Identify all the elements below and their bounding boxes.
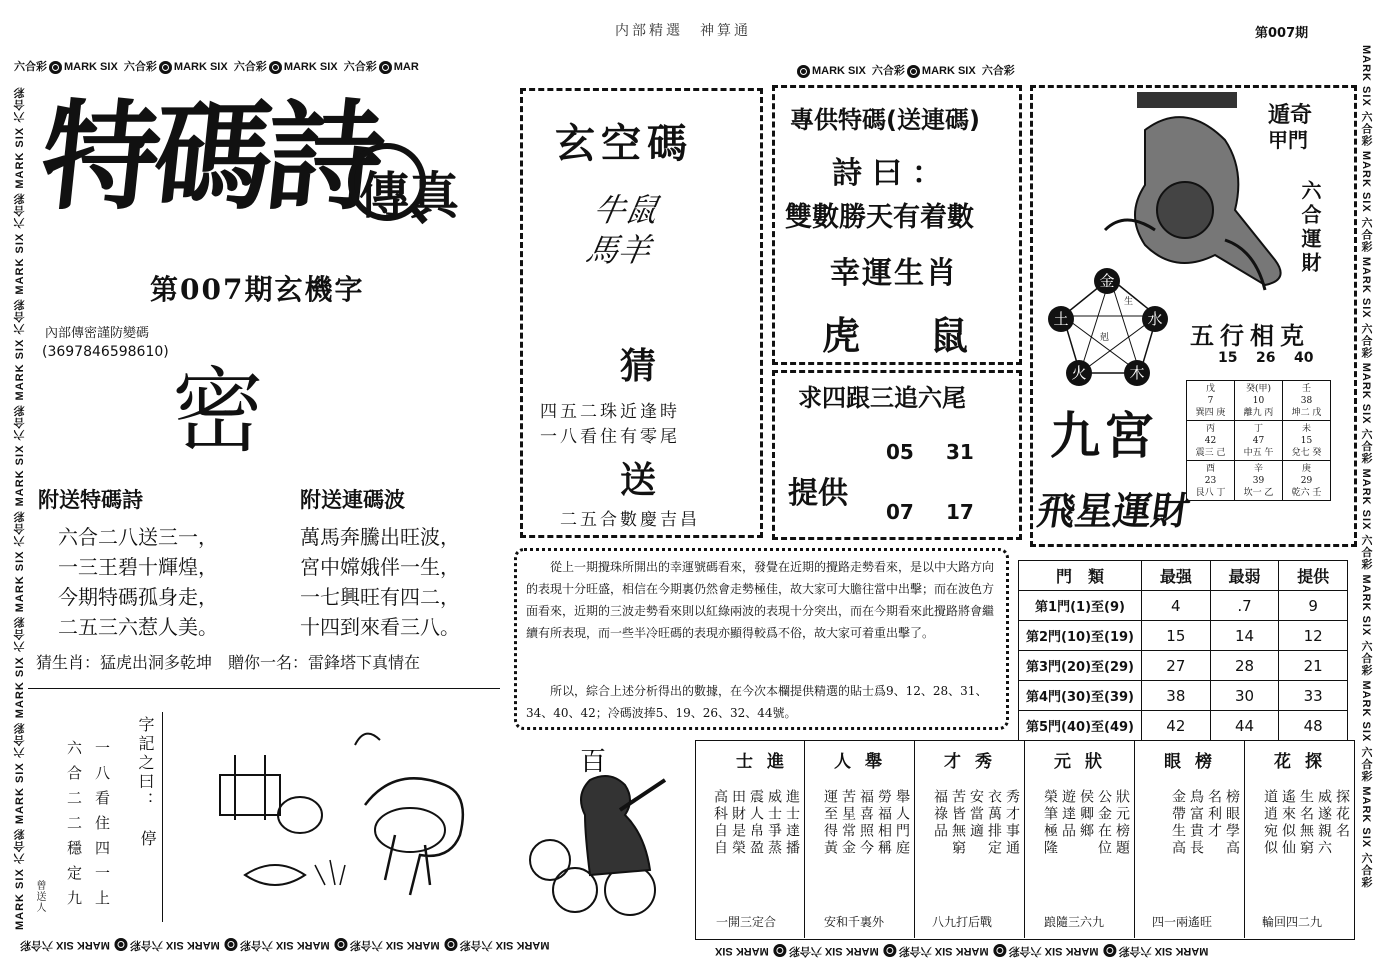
flower-icon [884,944,897,957]
top-center-header: 内部精選 神算通 [615,23,751,39]
guess-line: 猜生肖：猛虎出洞多乾坤 贈你一名：雷鋒塔下真情在 [36,653,421,672]
secret-code: (3697846598610) [42,344,169,360]
scholar-col: 威遂親六 [1316,789,1332,857]
table-cell: 14 [1210,621,1279,651]
wave-line: 萬馬奔騰出旺波， [300,525,460,549]
five-number: 26 [1256,350,1276,366]
left-vertical-strip: MARK SIX 六合彩 MARK SIX 六合彩 MARK SIX 六合彩 MARK SIX 六合彩 MARK SIX 六合彩 MARK SIX 六合彩 MARK SIX 六合彩 MARK SIX 六合彩 [14,86,26,930]
wave-line: 宮中嫦娥伴一生， [300,555,460,579]
table-cell: 第2門(10)至(19) [1019,621,1142,651]
scholar-title: 人舉 [834,752,896,772]
element-node: 水 [1142,306,1168,332]
scholar-panel [696,741,805,938]
table-header: 最强 [1142,561,1211,591]
table-cell: 第4門(30)至(39) [1019,681,1142,711]
scholar-col: 進士達播 [784,789,800,857]
scholar-panel [1246,741,1354,938]
scholar-col: 狀元榜題 [1114,789,1130,857]
luck-title: 幸運生肖 [830,256,958,291]
scholar-col: 秀才事通 [1004,789,1020,857]
issue-line: 第007期玄機字 [150,273,365,306]
scholar-footer: 安和千裏外 [824,915,885,929]
title-badge: 傳真 [345,140,475,225]
palace-cell: 庚 29 乾六 壬 [1283,461,1331,501]
flower-icon [335,938,348,951]
table-cell: 33 [1279,681,1348,711]
scholar-col: 公金在位 [1096,789,1112,857]
wave-line: 一七興旺有四二， [300,585,460,609]
number: 05 [886,440,914,464]
table-cell: 12 [1279,621,1348,651]
analysis-para-1: 從上一期攪珠所開出的幸運號碼看來，發覺在近期的攪路走勢看來，是以中大路方向的表現十分旺盛，相信在今期裏仍然會走勢極佳，故大家可大膽往當中出擊；而在波色方面看來，近期的三波走勢看來則以紅綠兩波的表現十分突出，而在今期看來此攪路將會繼續有所表現，而一些半冷旺碼的表現亦顯得較爲不俗，故大家可着重出擊了。 [526,560,995,640]
table-row [1019,591,1348,621]
element-node: 土 [1048,306,1074,332]
table-row [1019,621,1348,651]
liuhe-vertical: 六合運財 [1298,180,1322,276]
palace-cell: 戊 7 巽四 庚 [1187,381,1235,421]
table-cell: 第5門(40)至(49) [1019,711,1142,741]
scholar-col: 運至得黃 [822,789,838,857]
number: 31 [946,440,974,464]
flower-icon [159,61,172,74]
deity-illustration [520,740,690,930]
table-header: 門 類 [1019,561,1142,591]
send-line: 二五合數慶吉昌 [560,510,700,530]
scholar-col: 生名無窮 [1298,789,1314,857]
provide-label: 提供 [788,476,848,511]
palace-cell: 酉 23 艮八 丁 [1187,461,1235,501]
table-header: 提供 [1279,561,1348,591]
guess-line-1: 四五二珠近逢時 [540,402,680,422]
scholar-footer: 八九打后戰 [932,915,993,929]
scholar-col: 遙來似仙 [1280,789,1296,857]
bottom-strip-left: MARK SIX 六合彩 MARK SIX 六合彩 MARK SIX 六合彩 MARK SIX 六合彩 MARK SIX 六合彩 [20,939,550,951]
scholar-col: 福喜照今 [858,789,874,857]
five-number: 15 [1218,350,1238,366]
char-col-value: 停 [138,830,157,849]
scholar-panel [1136,741,1245,938]
table-cell: 30 [1210,681,1279,711]
palace-cell: 丁 47 中五 午 [1235,421,1283,461]
number: 17 [946,500,974,524]
scholar-col: 苦星常金 [840,789,856,857]
issue-number: 第007期 [1255,26,1309,41]
fly-title: 飛星運財 [1034,489,1193,533]
poem-lines [58,522,218,642]
table-cell: 28 [1210,651,1279,681]
scholar-col: 榜眼學高 [1224,789,1240,857]
scholar-title: 元狀 [1054,752,1116,772]
gate-stats-table [1018,560,1348,741]
scholar-col: 勞福相稱 [876,789,892,857]
scholar-col: 舉人門庭 [894,789,910,857]
secret-note: 內部傳密謹防變碼 [45,326,150,341]
flower-icon [115,938,128,951]
table-cell: 第1門(1)至(9) [1019,591,1142,621]
scholar-col: 威士爭蒸 [766,789,782,857]
char-col-title: 字記之曰： [136,716,155,811]
poem-title: 附送特碼詩 [38,487,143,512]
guess-label: 猜 [620,345,657,387]
palace-cell: 壬 38 坤二 戊 [1283,381,1331,421]
scholar-col: 榮筆極隆 [1042,789,1058,857]
wave-line: 十四到來看三八。 [300,615,460,639]
mystery-char: 密 [172,358,265,465]
scholar-col: 苦皆無窮 [950,789,966,857]
number: 07 [886,500,914,524]
top-strip-right: MARK SIX 六合彩 MARK SIX 六合彩 [795,62,1015,78]
poem-line: 今期特碼孤身走， [58,585,218,609]
wave-lines [300,522,460,642]
svg-text:百: 百 [580,747,607,777]
table-cell: 15 [1142,621,1211,651]
bottom-strip-right: MARK SIX 六合彩 MARK SIX 六合彩 MARK SIX 六合彩 MARK SIX 六合彩 MARK SIX [715,945,1209,957]
nine-palace-grid [1186,380,1331,501]
table-header: 最弱 [1210,561,1279,591]
poem-line: 一三王碧十輝煌， [58,555,218,579]
palace-cell: 癸(甲) 10 離九 丙 [1235,381,1283,421]
table-cell: 第3門(20)至(29) [1019,651,1142,681]
scholar-footer: 一開三定合 [716,915,777,929]
ox-cart-illustration [195,725,475,925]
scholar-col: 名利才 [1206,789,1222,840]
scholar-col: 鳥富貴長 [1188,789,1204,857]
poem-line: 六合二八送三一， [58,525,218,549]
table-cell: 4 [1142,591,1211,621]
table-cell: 42 [1142,711,1211,741]
guess-line-2: 一八看住有零尾 [540,427,680,447]
analysis-para-2: 所以，綜合上述分析得出的數據，在今次本欄提供精選的貼士爲9、12、28、31、34、40、42；冷碼波捧5、19、26、32、44號。 [526,684,988,720]
scholar-col: 高科自自 [712,789,728,857]
table-cell: 21 [1279,651,1348,681]
scholar-col: 安當適 [968,789,984,840]
scholar-col: 侯卿鄉 [1078,789,1094,840]
special-title: 專供特碼(送連碼) [790,106,980,134]
flower-icon [994,944,1007,957]
palace-title: 九宮 [1050,407,1158,465]
scholar-col: 福祿品 [932,789,948,840]
zodiac-1: 虎 [822,313,861,358]
scholar-footer: 踉隨三六九 [1044,915,1105,929]
flower-icon [797,65,810,78]
element-small-label: 生 [1124,297,1134,307]
tail-line: 求四跟三追六尾 [798,384,966,412]
scholar-panel [1026,741,1135,938]
element-node: 金 [1094,268,1120,294]
flower-icon [907,65,920,78]
zodiac-2: 鼠 [930,313,969,358]
scholar-footer: 四一兩遙旺 [1152,915,1213,929]
scholar-panel [916,741,1025,938]
table-cell: 9 [1279,591,1348,621]
table-cell: 38 [1142,681,1211,711]
element-node: 火 [1066,360,1092,386]
special-poem-line: 雙數勝天有着數 [785,202,974,233]
scholar-title: 才秀 [944,752,1006,772]
flower-icon [269,61,282,74]
table-cell: .7 [1210,591,1279,621]
scholar-col: 遊達品 [1060,789,1076,840]
scholar-col: 道逍宛似 [1262,789,1278,857]
scholar-title: 花探 [1274,752,1336,772]
xuankong-title: 玄空碼 [555,121,693,167]
palace-cell: 未 15 兌七 癸 [1283,421,1331,461]
element-small-label: 剋 [1100,333,1110,343]
top-strip-left: 六合彩 MARK SIX 六合彩 MARK SIX 六合彩 MARK SIX 六合彩 MAR [14,61,419,73]
table-cell: 48 [1279,711,1348,741]
flower-icon [49,61,62,74]
palace-cell: 丙 42 震三 己 [1187,421,1235,461]
table-cell: 27 [1142,651,1211,681]
table-cell: 44 [1210,711,1279,741]
palace-cell: 辛 39 坎一 乙 [1235,461,1283,501]
five-number: 40 [1294,350,1314,366]
scholar-footer: 輪回四二九 [1262,915,1323,929]
dunjia-tag-top: 遁奇 [1268,103,1313,128]
scholar-title: 士進 [736,752,798,772]
five-title: 五行相克 [1190,321,1310,350]
left-divider [28,688,500,689]
flower-icon [445,938,458,951]
scholar-col: 震人帛盈 [748,789,764,857]
verse-col: 六合二二穩定九 [65,740,83,915]
table-row [1019,651,1348,681]
flower-icon [774,944,787,957]
element-node: 木 [1124,360,1150,386]
scholar-col: 田財是榮 [730,789,746,857]
char-col-divider [162,712,163,922]
right-vertical-strip: MARK SIX 六合彩 MARK SIX 六合彩 MARK SIX 六合彩 MARK SIX 六合彩 MARK SIX 六合彩 MARK SIX 六合彩 MARK SIX 六合彩 MARK SIX 六合彩 [1360,45,1372,889]
scholar-col: 金帶生高 [1170,789,1186,857]
flower-icon [1104,944,1117,957]
flower-icon [379,61,392,74]
table-row [1019,681,1348,711]
verse-col: 一八看住四一上 [93,740,111,915]
dunjia-tag-bottom: 甲門 [1268,128,1308,152]
poem-label: 詩曰： [832,156,952,191]
wave-title: 附送連碼波 [300,487,405,512]
scholar-col: 探花名 [1334,789,1350,840]
flower-icon [225,938,238,951]
table-row [1019,711,1348,741]
main-title: 特碼詩 [34,88,386,226]
scholar-col: 衣萬排定 [986,789,1002,857]
send-label: 送 [620,459,657,501]
artist-sign: 曾送人 [34,880,45,913]
poem-line: 二五三六惹人美。 [58,615,218,639]
xuankong-scrawl: 牛鼠馬羊 [583,191,661,269]
scholar-panel [806,741,915,938]
scholar-title: 眼榜 [1164,752,1226,772]
